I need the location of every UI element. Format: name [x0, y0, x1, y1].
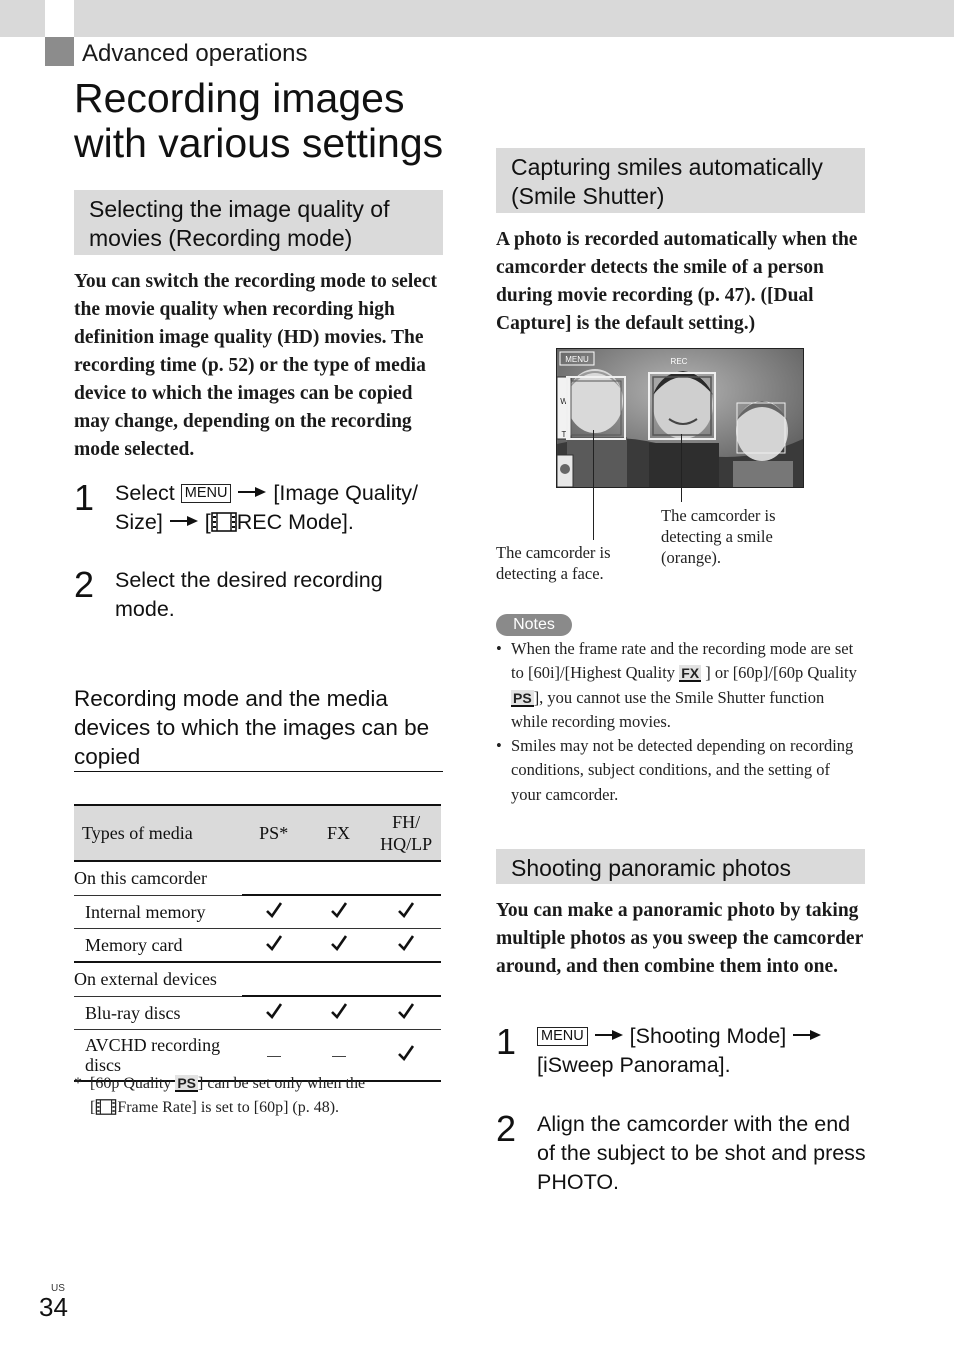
- cell-supported: [306, 895, 372, 929]
- page-title: Recording images with various settings: [74, 75, 444, 166]
- record-button-icon: [560, 464, 570, 474]
- step-number: 1: [74, 477, 95, 518]
- callout-face-detect: The camcorder is detecting a face.: [496, 543, 611, 583]
- checkmark-icon: [266, 902, 282, 918]
- notes-badge: Notes: [496, 614, 572, 636]
- checkmark-icon: [266, 935, 282, 951]
- step-text: [Image Quality/ Size]: [115, 481, 419, 534]
- header-band: [0, 0, 954, 37]
- group-label: On external devices: [74, 962, 441, 996]
- fx-badge: FX: [681, 665, 700, 682]
- checkmark-icon: [331, 902, 347, 918]
- cell-supported: [371, 996, 441, 1030]
- arrow-right-icon: [237, 486, 267, 498]
- cell-supported: [242, 996, 306, 1030]
- column-header: Types of media: [74, 805, 242, 861]
- table-row: [74, 895, 441, 929]
- callout-leader-line: [593, 430, 594, 540]
- film-icon: [95, 1099, 117, 1115]
- arrow-right-icon: [594, 1029, 624, 1041]
- dash-icon: [267, 1056, 281, 1057]
- step-number: 2: [74, 564, 95, 605]
- intro-smile-shutter: A photo is recorded automatically when the camcorder detects the smile of a person during movie recording (p. 47). ([Dual Capture] is the default setting.): [496, 229, 858, 334]
- callout-smile-detect: The camcorder is detecting a smile (orange).: [661, 506, 776, 567]
- callout-leader-line: [681, 434, 682, 502]
- menu-button-label: MENU: [565, 355, 589, 364]
- note-item: [496, 637, 864, 734]
- group-label: On this camcorder: [74, 861, 441, 895]
- column-header: [371, 805, 441, 861]
- region-code: US: [51, 1283, 65, 1294]
- table-group-row: [74, 861, 441, 895]
- section-label: Advanced operations: [82, 40, 308, 67]
- cell-supported: [242, 895, 306, 929]
- rec-indicator: REC: [670, 357, 688, 366]
- page-number: 34: [39, 1292, 68, 1322]
- step-text: REC Mode].: [236, 510, 354, 534]
- step-2-instruction: Align the camcorder with the end of the subject to be shot and press PHOTO.: [537, 1112, 866, 1194]
- media-name: Memory card: [74, 929, 242, 963]
- step-1-instruction: [537, 1022, 867, 1080]
- subheading-rule: [74, 771, 443, 772]
- footnote-marker: *: [74, 1075, 82, 1092]
- cell-supported: [371, 929, 441, 963]
- footnote-text: Frame Rate] is set to [60p] (p. 48).: [117, 1099, 340, 1116]
- header-notch: [45, 0, 74, 37]
- column-header: FX: [306, 805, 372, 861]
- step-text: Select: [115, 481, 175, 505]
- checkmark-icon: [331, 1003, 347, 1019]
- checkmark-icon: [398, 935, 414, 951]
- note-item: • Smiles may not be detected depending on recording conditions, subject conditions, and the setting of your camcorder.: [496, 734, 864, 807]
- step-2-instruction: Select the desired recording mode.: [115, 568, 383, 621]
- step-number: 2: [496, 1108, 517, 1149]
- cell-supported: [371, 895, 441, 929]
- checkmark-icon: [398, 1003, 414, 1019]
- step-number: 1: [496, 1021, 517, 1062]
- step-text: [: [204, 510, 211, 534]
- arrow-right-icon: [792, 1029, 822, 1041]
- intro-panorama: You can make a panoramic photo by taking multiple photos as you sweep the camcorder around, and then combine them into one.: [496, 900, 863, 977]
- heading-panorama: Shooting panoramic photos: [496, 849, 865, 884]
- zoom-wide-label: W: [560, 397, 568, 406]
- table-row: [74, 929, 441, 963]
- table-footnote: [74, 1072, 454, 1120]
- checkmark-icon: [398, 1045, 414, 1061]
- column-header: PS*: [242, 805, 306, 861]
- media-compatibility-table: [74, 804, 441, 1082]
- column-header-line: FH/: [392, 812, 421, 832]
- menu-key: MENU: [181, 484, 232, 503]
- film-icon: [211, 512, 237, 532]
- step-text: [Shooting Mode]: [629, 1024, 787, 1048]
- checkmark-icon: [266, 1003, 282, 1019]
- zoom-tele-label: T: [561, 430, 567, 439]
- ps-badge: PS: [177, 1075, 197, 1091]
- media-name: Internal memory: [74, 895, 242, 929]
- cell-supported: [306, 929, 372, 963]
- menu-key: MENU: [537, 1027, 588, 1046]
- heading-recording-mode: Selecting the image quality of movies (Recording mode): [74, 190, 443, 255]
- footnote-text: [: [90, 1099, 96, 1116]
- column-header-line: HQ/LP: [380, 834, 433, 854]
- footnote-text: [60p Quality: [90, 1075, 172, 1092]
- checkmark-icon: [331, 935, 347, 951]
- table-group-row: [74, 962, 441, 996]
- footnote-text: ] can be set only when the: [198, 1075, 366, 1092]
- section-marker: [45, 37, 74, 66]
- checkmark-icon: [398, 902, 414, 918]
- note-text: ] or [60p]/[60p Quality: [705, 663, 857, 683]
- footnote-body: [90, 1072, 365, 1120]
- cell-supported: [306, 996, 372, 1030]
- media-name: Blu-ray discs: [74, 996, 242, 1030]
- step-1-instruction: [115, 479, 445, 537]
- notes-list: [496, 637, 864, 807]
- footnote-line: [74, 1072, 454, 1120]
- table-header-row: [74, 805, 441, 861]
- step-text: [iSweep Panorama].: [537, 1053, 731, 1077]
- table-row: [74, 996, 441, 1030]
- ps-badge: PS: [513, 689, 532, 706]
- cell-supported: [242, 929, 306, 963]
- note-text: ], you cannot use the Smile Shutter function while recording movies.: [511, 687, 825, 731]
- subheading-media-devices: Recording mode and the media devices to which the images can be copied: [74, 686, 430, 769]
- intro-recording-mode: You can switch the recording mode to select the movie quality when recording high definition image quality (HD) movies. The recording time (p. 52) or the type of media device to which the images can be copied may change, depending on the recording mode selected.: [74, 271, 438, 460]
- arrow-right-icon: [169, 515, 199, 527]
- dash-icon: [332, 1056, 346, 1057]
- heading-smile-shutter: Capturing smiles automatically (Smile Shutter): [496, 148, 865, 213]
- media-name: AVCHD recording discs: [74, 1030, 242, 1082]
- note-text: When the frame rate and the recording mode are set to [60i]/[Highest Quality: [511, 639, 854, 683]
